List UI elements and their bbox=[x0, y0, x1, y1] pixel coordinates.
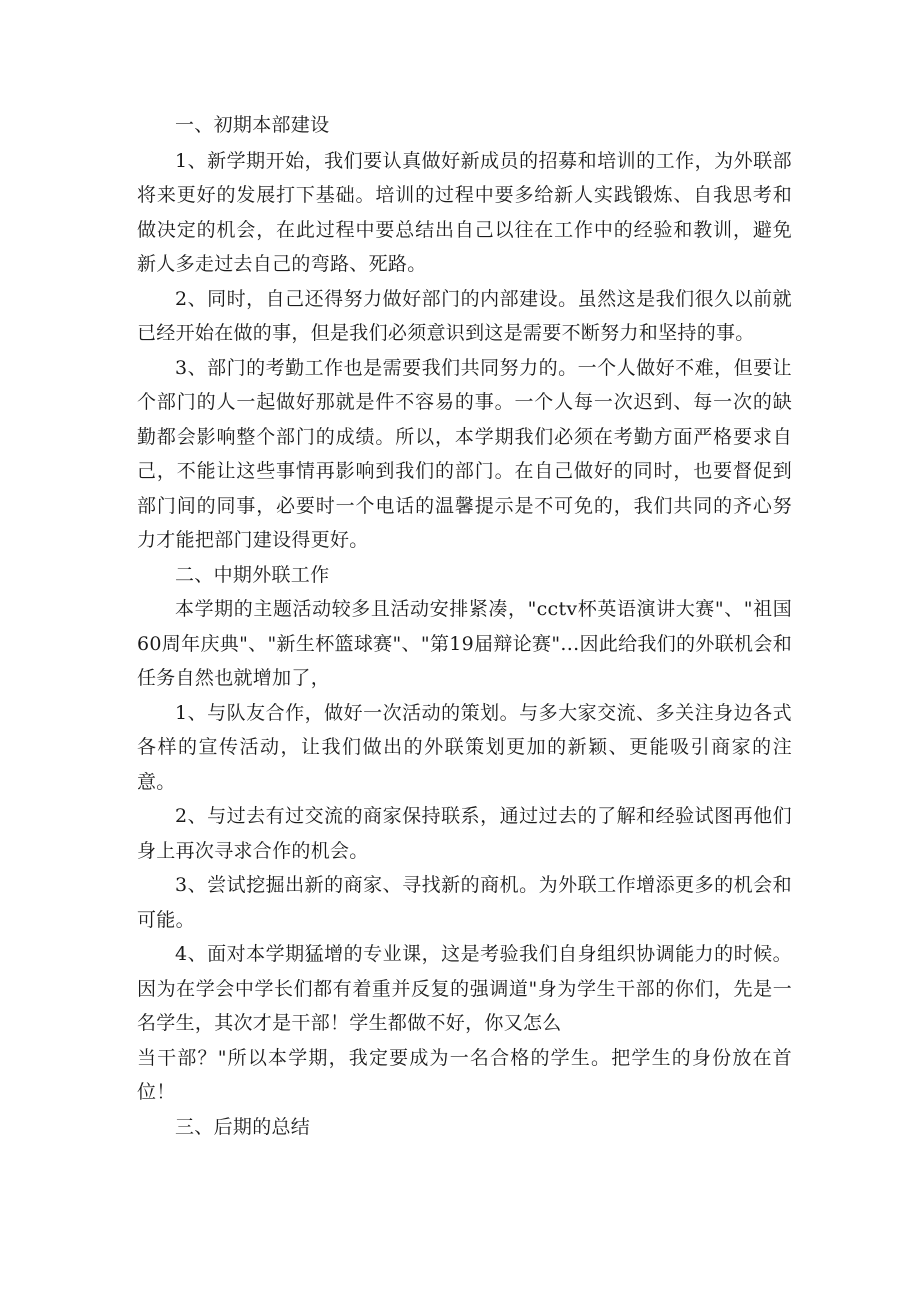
paragraph-1-3: 3、部门的考勤工作也是需要我们共同努力的。一个人做好不难，但要让个部门的人一起做好那就是件不容易的事。一个人每一次迟到、每一次的缺勤都会影响整个部门的成绩。所以，本学期我们必须在考勤方面严格要求自己，不能让这些事情再影响到我们的部门。在自己做好的同时，也要督促到部门间的同事，必要时一个电话的温馨提示是不可免的，我们共同的齐心努力才能把部门建设得更好。 bbox=[137, 356, 792, 551]
paragraph-1-1: 1、新学期开始，我们要认真做好新成员的招募和培训的工作，为外联部将来更好的发展打下基础。培训的过程中要多给新人实践锻炼、自我思考和做决定的机会，在此过程中要总结出自己以往在工作中的经验和教训，避免新人多走过去自己的弯路、死路。 bbox=[137, 149, 792, 275]
paragraph-2-3: 3、尝试挖掘出新的商家、寻找新的商机。为外联工作增添更多的机会和可能。 bbox=[137, 874, 792, 931]
paragraph-1-2: 2、同时，自己还得努力做好部门的内部建设。虽然这是我们很久以前就已经开始在做的事，但是我们必须意识到这是需要不断努力和坚持的事。 bbox=[137, 287, 792, 344]
section-heading-3: 三、后期的总结 bbox=[175, 1115, 311, 1138]
paragraph-2-intro: 本学期的主题活动较多且活动安排紧凑，"cctv杯英语演讲大赛"、"祖国60周年庆典"、"新生杯篮球赛"、"第19届辩论赛"...因此给我们的外联机会和任务自然也就增加了， bbox=[137, 598, 792, 689]
paragraph-2-4a: 4、面对本学期猛增的专业课，这是考验我们自身组织协调能力的时候。因为在学会中学长们都有着重并反复的强调道"身为学生干部的你们，先是一名学生，其次才是干部！学生都做不好，你又怎么 bbox=[137, 943, 792, 1034]
paragraph-2-1: 1、与队友合作，做好一次活动的策划。与多大家交流、多关注身边各式各样的宣传活动，让我们做出的外联策划更加的新颖、更能吸引商家的注意。 bbox=[137, 701, 792, 793]
paragraph-2-2: 2、与过去有过交流的商家保持联系，通过过去的了解和经验试图再他们身上再次寻求合作的机会。 bbox=[137, 805, 792, 862]
paragraph-2-4b: 当干部？"所以本学期，我定要成为一名合格的学生。把学生的身份放在首位！ bbox=[137, 1046, 792, 1103]
section-heading-2: 二、中期外联工作 bbox=[175, 563, 330, 586]
section-heading-1: 一、初期本部建设 bbox=[175, 114, 330, 136]
document-body bbox=[137, 108, 792, 1144]
